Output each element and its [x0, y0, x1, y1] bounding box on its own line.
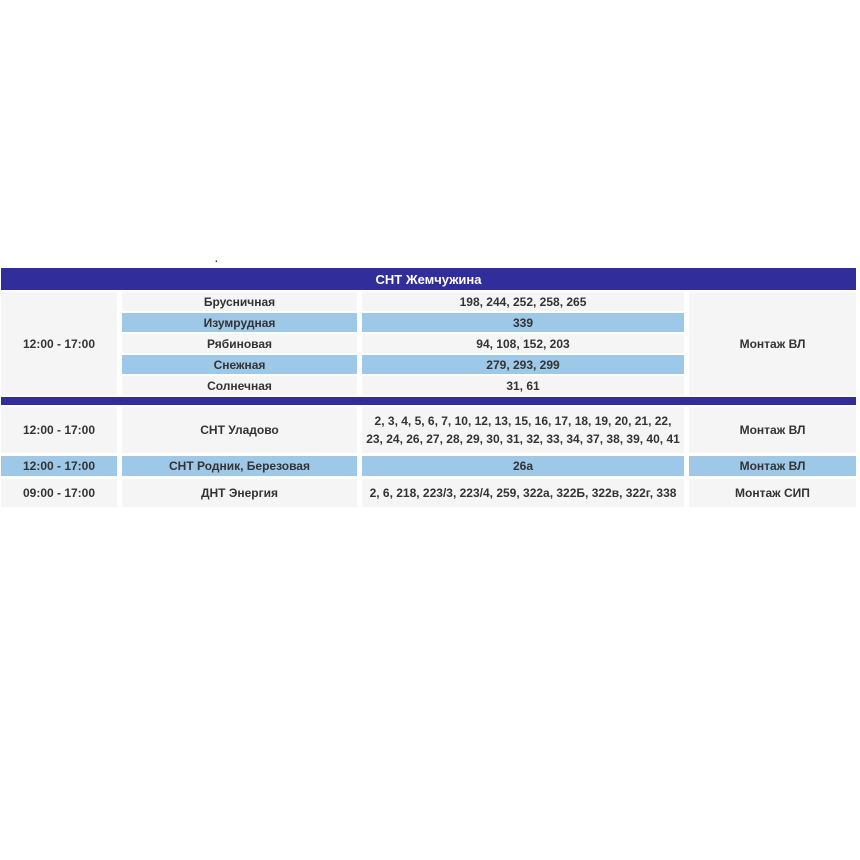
- group-separator-bar: [1, 397, 856, 405]
- houses-cell: 31, 61: [362, 376, 684, 395]
- houses-cell: 198, 244, 252, 258, 265: [362, 292, 684, 311]
- street-cell: Брусничная: [122, 292, 357, 311]
- snt-name-cell: СНТ Уладово: [122, 407, 357, 453]
- work-type-cell: Монтаж ВЛ: [689, 407, 856, 453]
- street-cell: Снежная: [122, 355, 357, 374]
- houses-cell: 279, 293, 299: [362, 355, 684, 374]
- time-cell: 12:00 - 17:00: [1, 407, 117, 453]
- street-cell: Солнечная: [122, 376, 357, 395]
- snt-name-cell: ДНТ Энергия: [122, 479, 357, 507]
- group-other-snt: [1, 407, 856, 507]
- table-header: СНТ Жемчужина: [1, 268, 856, 290]
- time-cell: 09:00 - 17:00: [1, 479, 117, 507]
- time-cell: 12:00 - 17:00: [1, 292, 117, 395]
- outage-schedule-table: [1, 268, 856, 507]
- work-type-cell: Монтаж СИП: [689, 479, 856, 507]
- houses-cell: 2, 6, 218, 223/3, 223/4, 259, 322а, 322Б, 322в, 322г, 338: [362, 479, 684, 507]
- snt-name-cell: СНТ Родник, Березовая: [122, 456, 357, 476]
- houses-cell: 2, 3, 4, 5, 6, 7, 10, 12, 13, 15, 16, 17, 18, 19, 20, 21, 22, 23, 24, 26, 27, 28, 29, 30, 31, 32, 33, 34, 37, 38, 39, 40, 41: [362, 407, 684, 453]
- work-type-cell: Монтаж ВЛ: [689, 456, 856, 476]
- houses-cell: 339: [362, 313, 684, 332]
- street-cell: Изумрудная: [122, 313, 357, 332]
- street-cell: Рябиновая: [122, 334, 357, 353]
- stray-mark: .: [215, 254, 218, 265]
- houses-cell: 26а: [362, 456, 684, 476]
- work-type-cell: Монтаж ВЛ: [689, 292, 856, 395]
- time-cell: 12:00 - 17:00: [1, 456, 117, 476]
- houses-cell: 94, 108, 152, 203: [362, 334, 684, 353]
- group-zhemchuzhina: [1, 292, 856, 395]
